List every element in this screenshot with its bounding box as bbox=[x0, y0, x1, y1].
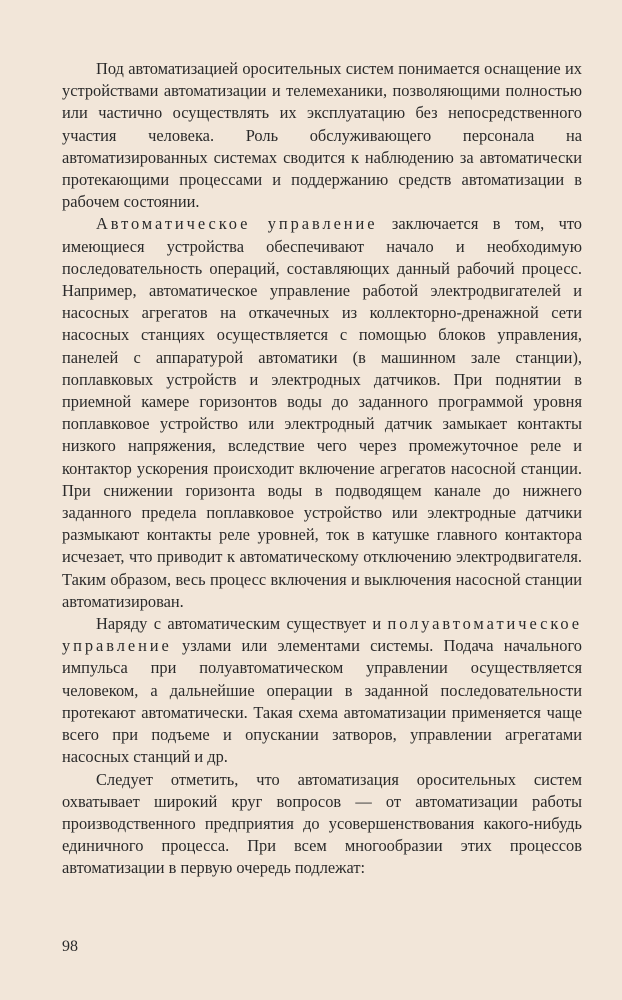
paragraph-body: заключается в том, что имеющиеся устройства обеспечивают начало и необходимую последовательность операций, составляющих данный рабочий процесс. Например, автоматическое управление работой электродвигателей и насосных агрегатов на откачечных из коллекторно-дренажной сети насосных станциях осуществляется с помощью блоков управления, панелей с аппаратурой автоматики (в машинном зале станции), поплавковых устройств и электродных датчиков. При поднятии в приемной камере горизонтов воды до заданного программой уровня поплавковое устройство или электродный датчик замыкает контакты низкого напряжения, вследствие чего через промежуточное реле и контактор ускорения происходит включение агрегатов насосной станции. При снижении горизонта воды в подводящем канале до нижнего заданного предела поплавковое устройство или электродные датчики размыкают контакты реле уровней, ток в катушке главного контактора исчезает, что приводит к автоматическому отключению электродвигателя. Таким образом, весь процесс включения и выключения насосной станции автоматизирован. bbox=[62, 214, 582, 611]
body-text bbox=[62, 58, 582, 880]
emphasized-term: Автоматическое управление bbox=[96, 214, 378, 234]
paragraph-definition: Под автоматизацией оросительных систем понимается оснащение их устройствами автоматизации и телемеханики, позволяющими полностью или частично осуществлять их эксплуатацию без непосредственного участия человека. Роль обслуживающего персонала на автоматизированных системах сводится к наблюдению за автоматически протекающими процессами и поддержанию средств автоматизации в рабочем состоянии. bbox=[62, 59, 582, 212]
paragraph-lead: Наряду с автоматическим существует и bbox=[96, 614, 388, 634]
page-number: 98 bbox=[62, 938, 78, 955]
paragraph-semiautomatic-control bbox=[62, 613, 582, 768]
paragraph-scope: Следует отметить, что автоматизация оросительных систем охватывает широкий круг вопросов — от автоматизации работы производственного предприятия до усовершенствования какого-нибудь единичного процесса. При всем многообразии этих процессов автоматизации в первую очередь подлежат: bbox=[62, 769, 582, 878]
paragraph-body: узлами или элементами системы. Подача начального импульса при полуавтоматическом управлении осуществляется человеком, а дальнейшие операции в заданной последовательности протекают автоматически. Такая схема автоматизации применяется чаще всего при подъеме и опускании затворов, управлении агрегатами насосных станций и др. bbox=[62, 636, 582, 767]
emphasized-term: полуавтоматическое управление bbox=[62, 614, 582, 656]
paragraph-automatic-control bbox=[62, 213, 582, 613]
